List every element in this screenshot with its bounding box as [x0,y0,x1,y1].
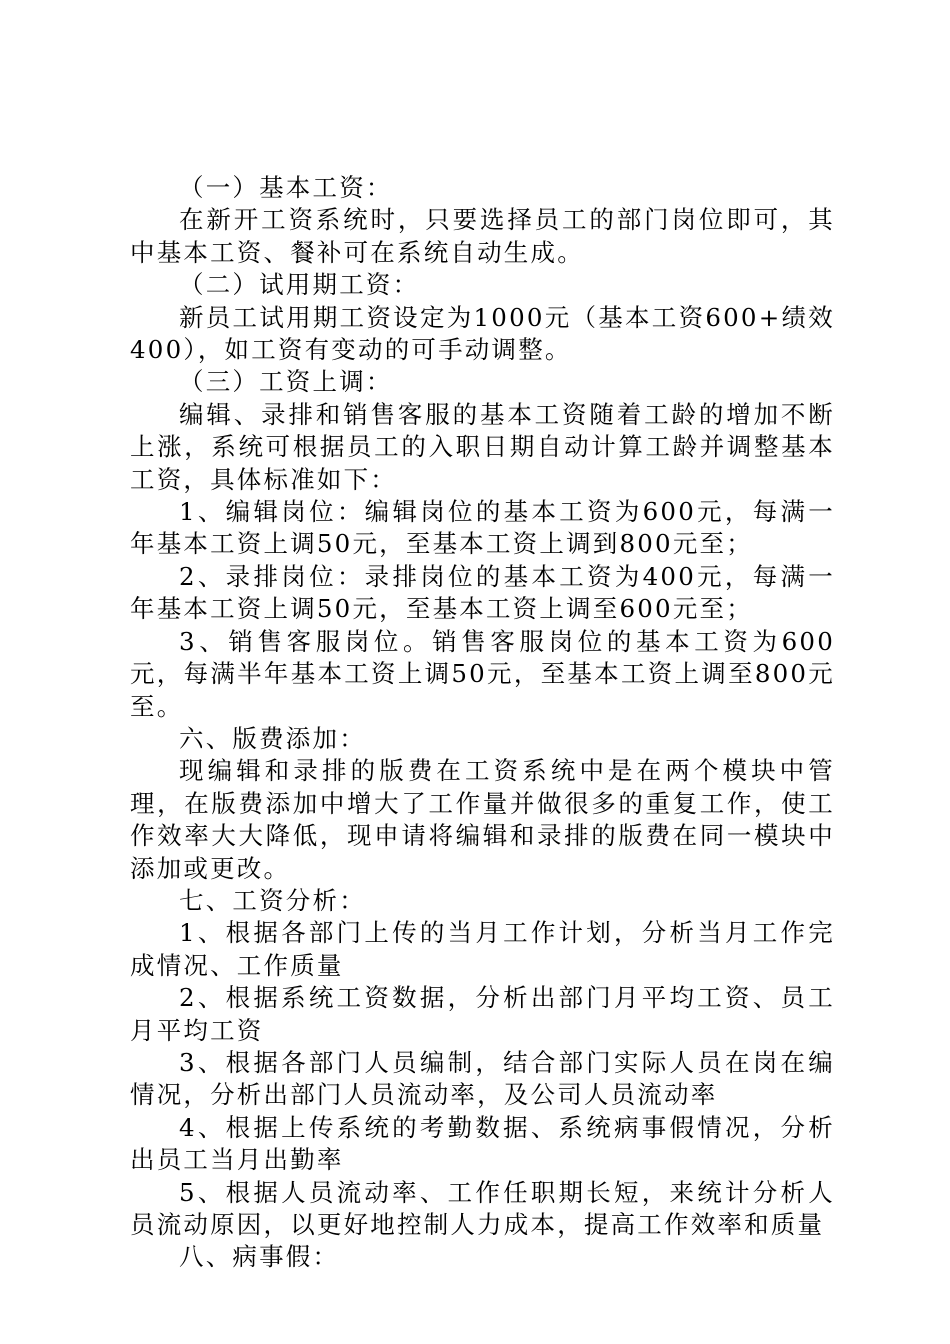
list-item-editor-post: 1、编辑岗位：编辑岗位的基本工资为600元，每满一年基本工资上调50元，至基本工资上调到800元至； [130,497,835,559]
list-item-analysis-1: 1、根据各部门上传的当月工作计划，分析当月工作完成情况、工作质量 [130,918,835,980]
heading-probation-salary: （二）试用期工资： [179,270,420,300]
list-item-analysis-3: 3、根据各部门人员编制，结合部门实际人员在岗在编情况，分析出部门人员流动率，及公司人员流动率 [130,1047,835,1110]
paragraph-page-fee: 现编辑和录排的版费在工资系统中是在两个模块中管理，在版费添加中增大了工作量并做很多的重复工作，使工作效率大大降低，现申请将编辑和录排的版费在同一模块中添加或更改。 [130,756,835,883]
paragraph-probation-salary: 新员工试用期工资设定为1000元（基本工资600+绩效400），如工资有变动的可手动调整。 [130,302,835,365]
heading-page-fee: 六、版费添加： [179,723,366,753]
paragraph-basic-salary: 在新开工资系统时，只要选择员工的部门岗位即可，其中基本工资、餐补可在系统自动生成。 [130,205,835,267]
list-item-analysis-5: 5、根据人员流动率、工作任职期长短，来统计分析人员流动原因，以更好地控制人力成本，提高工作效率和质量 [130,1177,835,1239]
list-item-analysis-2: 2、根据系统工资数据，分析出部门月平均工资、员工月平均工资 [130,983,835,1045]
paragraph-salary-raise: 编辑、录排和销售客服的基本工资随着工龄的增加不断上涨，系统可根据员工的入职日期自动计算工龄并调整基本工资，具体标准如下： [130,399,835,494]
list-item-typesetting-post: 2、录排岗位：录排岗位的基本工资为400元，每满一年基本工资上调50元，至基本工资上调至600元至； [130,561,835,624]
heading-sick-leave: 八、病事假： [179,1242,340,1272]
list-item-sales-service-post: 3、销售客服岗位。销售客服岗位的基本工资为600元，每满半年基本工资上调50元，至基本工资上调至800元至。 [130,626,835,721]
heading-basic-salary: （一）基本工资： [179,173,393,202]
document-body [130,172,835,1274]
list-item-analysis-4: 4、根据上传系统的考勤数据、系统病事假情况，分析出员工当月出勤率 [130,1112,835,1175]
heading-salary-analysis: 七、工资分析： [179,885,366,915]
heading-salary-raise: （三）工资上调： [179,367,393,397]
